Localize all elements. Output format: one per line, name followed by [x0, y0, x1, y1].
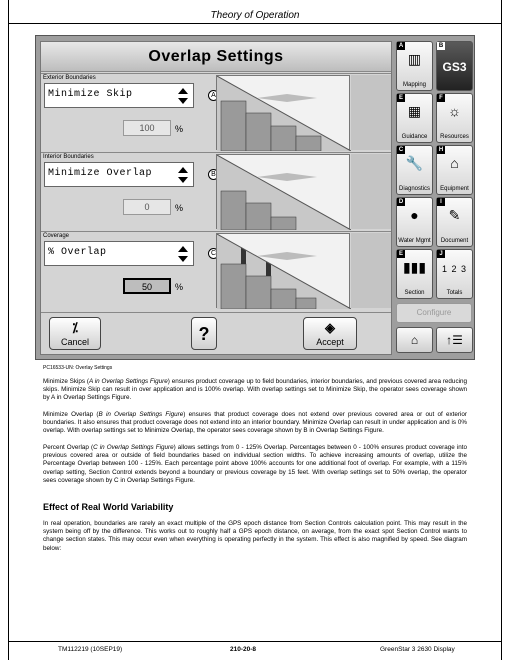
section-label: Coverage	[43, 233, 70, 239]
guidance-icon: ▦	[407, 103, 422, 119]
accept-icon: ◈	[325, 320, 335, 335]
section-heading: Effect of Real World Variability	[43, 502, 174, 512]
tile-label: Totals	[446, 290, 463, 296]
text: ) allows settings from 0 - 125% Overlap. Percentages between 0 - 100% ensures product coverage into previous covered area or outside of field boundaries based on individual section widths. To achieve increasing amounts of overlap, utilize the Percentage Overlap between 100 - 125%. Each percentage point above 100% accounts for one additional foot of overlap. For example, with a 115% overlap setting, Section Control extends beyond a boundary or previous coverage by 15 feet. With overlap settings set to 50% overlap, the operator sees coverage shown by C in Overlap Settings Figure.	[43, 444, 467, 484]
accept-button[interactable]	[303, 317, 357, 350]
tile-grid	[396, 41, 474, 355]
tile-mapping[interactable]	[396, 41, 433, 91]
text: ) ensures product coverage up to field boundaries, interior boundaries, and previous covered area reducing skips. Minimize Skip can result in over application and is 100% overlap. With overlap settings set to Minimize Skip, the operator sees coverage shown by A in Overlap Settings Figure.	[43, 378, 467, 402]
tile-letter: J	[437, 250, 445, 258]
footer-doc-id: TM112219 (10SEP19)	[58, 646, 123, 653]
text: Minimize Skips (	[43, 378, 89, 385]
wrench-icon: 🔧	[405, 155, 424, 171]
tile-letter: B	[438, 43, 444, 49]
tile-label: Mapping	[402, 82, 426, 88]
overlap-settings-figure	[35, 35, 475, 360]
figure-reference: A in Overlap Settings Figure	[88, 378, 168, 385]
tile-label: Equipment	[440, 186, 469, 192]
tile-resources[interactable]	[436, 93, 473, 143]
tile-diagnostics[interactable]	[396, 145, 433, 195]
tile-gs3[interactable]	[436, 41, 473, 91]
tile-letter: E	[398, 251, 403, 257]
tile-water-mgmt[interactable]	[396, 197, 433, 247]
mapping-icon: ▥	[407, 51, 422, 67]
dropdown-value: % Overlap	[48, 247, 107, 258]
interior-boundaries-dropdown[interactable]	[44, 162, 194, 187]
tile-letter: H	[438, 147, 444, 153]
tile-totals[interactable]	[436, 249, 473, 299]
dropdown-value: Minimize Skip	[48, 89, 133, 100]
text: Minimize Overlap (	[43, 411, 99, 418]
exterior-value-field: 100	[123, 120, 171, 136]
interior-boundaries-section	[41, 152, 391, 230]
coverage-section	[41, 231, 391, 309]
up-down-arrows-icon	[177, 245, 189, 263]
tile-label: Guidance	[401, 134, 428, 140]
footer-rule	[8, 641, 502, 642]
equipment-icon: ⌂	[450, 155, 459, 171]
exterior-boundaries-dropdown[interactable]	[44, 83, 194, 108]
tile-label: Document	[440, 238, 469, 244]
accept-label: Accept	[316, 337, 344, 347]
paragraph-minimize-overlap	[43, 411, 467, 436]
home-button[interactable]	[396, 327, 433, 353]
screen-title: Overlap Settings	[148, 48, 284, 65]
section-icon: ▮▮▮	[402, 259, 427, 275]
tile-label: Section	[404, 290, 425, 296]
section-label: Interior Boundaries	[43, 154, 94, 160]
strip	[351, 75, 391, 150]
cancel-label: Cancel	[60, 337, 89, 347]
marker-b: B	[208, 169, 219, 180]
figure-reference: B in Overlap Settings Figure	[98, 411, 184, 418]
tile-label: Water Mgmt	[398, 238, 431, 244]
cancel-button[interactable]	[49, 317, 101, 350]
tile-letter: F	[437, 94, 445, 102]
section-label: Exterior Boundaries	[43, 75, 96, 81]
tile-letter: E	[398, 95, 403, 101]
exterior-coverage-diagram	[216, 75, 350, 150]
strip	[351, 154, 391, 229]
marker-a: A	[208, 90, 219, 101]
tile-equipment[interactable]	[436, 145, 473, 195]
help-button[interactable]	[191, 317, 217, 350]
tile-letter: C	[398, 147, 404, 153]
percent-unit: %	[175, 124, 184, 134]
paragraph-real-world: In real operation, boundaries are rarely an exact multiple of the GPS epoch distance from Section Controls calculation point. This may result in the system being off by the difference. This works out to roughly half a GPS epoch distance, on average, from the exact spot Section Control wants to change section states. This may occur even when everything is operating perfectly in the system. This effect is also magnified by speed. See diagram below:	[43, 520, 467, 552]
help-icon: ?	[198, 324, 210, 344]
tile-letter: A	[398, 43, 404, 49]
button-bar	[41, 312, 391, 354]
dropdown-value: Minimize Overlap	[48, 168, 153, 179]
tile-guidance[interactable]	[396, 93, 433, 143]
coverage-dropdown[interactable]	[44, 241, 194, 266]
tile-label: Diagnostics	[398, 186, 430, 192]
tile-document[interactable]	[436, 197, 473, 247]
tile-label: Resources	[440, 134, 469, 140]
figure-reference: C in Overlap Settings Figure	[93, 444, 174, 451]
overlap-settings-panel	[40, 41, 392, 355]
up-down-arrows-icon	[177, 166, 189, 184]
menu-button[interactable]	[436, 327, 473, 353]
figure-caption: PC16533-UN: Overlay Settings	[43, 365, 113, 371]
text: Percent Overlap (	[43, 444, 94, 451]
up-down-arrows-icon	[177, 87, 189, 105]
water-drop-icon: ●	[410, 207, 419, 223]
interior-value-field: 0	[123, 199, 171, 215]
title-bar	[41, 42, 391, 72]
tile-section[interactable]	[396, 249, 433, 299]
tile-letter: I	[437, 198, 445, 206]
paragraph-percent-overlap	[43, 444, 467, 485]
paragraph-minimize-skip	[43, 378, 467, 403]
gs3-logo: GS3	[442, 60, 467, 74]
home-icon: ⌂	[410, 333, 419, 347]
footer-page-number: 210-20-8	[230, 646, 257, 653]
marker-c: C	[208, 248, 219, 259]
totals-icon: 1 2 3	[441, 264, 468, 274]
exterior-boundaries-section	[41, 73, 391, 151]
resources-icon: ☼	[448, 103, 461, 119]
cancel-icon: ⁒	[72, 320, 78, 335]
tile-letter: D	[398, 199, 404, 205]
document-icon: ✎	[448, 207, 461, 223]
footer-product: GreenStar 3 2630 Display	[380, 646, 455, 653]
header-rule	[8, 23, 502, 24]
coverage-value-field[interactable]: 50	[123, 278, 171, 294]
percent-unit: %	[175, 282, 184, 292]
configure-button[interactable]: Configure	[396, 303, 472, 323]
strip	[351, 233, 391, 308]
coverage-diagram	[216, 233, 350, 308]
interior-coverage-diagram	[216, 154, 350, 229]
up-arrow-menu-icon: ↑☰	[446, 333, 463, 347]
page-header-title: Theory of Operation	[210, 10, 300, 21]
text: ) ensures that product coverage does not extend over previous covered area or out of exterior boundaries. It also ensures that product coverage does not extend into an interior boundary. Minimize Overlap can result in under application and is 0% overlap. With overlap settings set to Minimize Overlap, the operator sees coverage shown by B in Overlap Settings Figure.	[43, 411, 468, 435]
percent-unit: %	[175, 203, 184, 213]
